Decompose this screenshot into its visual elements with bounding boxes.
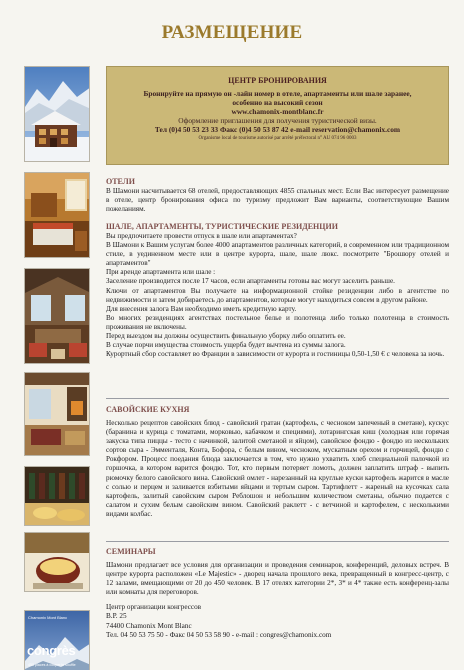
divider — [106, 541, 449, 542]
seminars-section — [106, 547, 449, 640]
cuisine-section — [106, 405, 449, 519]
chalets-p3: При аренде апартамента или шале : — [106, 268, 216, 277]
living-room-photo — [24, 372, 90, 456]
seminars-bp: B.P. 25 — [106, 612, 127, 621]
seminars-city: 74400 Chamonix Mont Blanc — [106, 621, 192, 630]
chalets-p4: Заселение производится после 17 часов, если апартаменты готовы вас могут заселить раньше. — [106, 277, 395, 286]
congres-word: congrès — [27, 643, 76, 658]
seminars-heading: СЕМИНАРЫ — [106, 547, 156, 556]
booking-center-box — [106, 66, 449, 165]
hotel-room-photo — [24, 172, 90, 258]
chalets-p10: Курортный сбор составляет во Франции в зависимости от курорта и гостиницы 0,50-1,50 € с человека за ночь. — [106, 350, 445, 359]
chalets-p9: В случае порчи имущества стоимость ущерба будет вычтена из суммы залога. — [106, 341, 346, 350]
cuisine-text: Несколько рецептов савойских блюд - савойский гратан (картофель, с чесноком запеченый в сметане), кускус (баранина и курица с томатами, морковью, кабачком и специями), лотарингская киш (холодная или горячая закуска типа пиццы - тесто с начинкой, залитой сметаной и яйцом), савойское фондю - фондю из нескольких сортов сыра - Эмменталя, Конта, Бофора, с белым вином, чесноком, мускатным орехом и горчицей, фондю с Рокфором. Процесс поедания блюда заключается в том, что нужно ухватить хлеб специальной палочкой из горшочка, в котором варится фондю. Тот, кто первым потеряет ломоть, должен заплатить штраф - выпить рюмочку белого савойского вина. Савойский омлет - нарезанный на круглые куски картофель жарится в масле с солью и перцем и заливается взбитыми яйцами и тертым сыром. Тартифлетт - жареный на кусочках сала картофель, залитый савойским сыром Реблошон и небольшим количеством сметаны, обычно подается с салатом и сухим белым савойским вином. Савойский раклетт - с ветчиной и картофелем, с несколькими видами колбас. — [106, 419, 449, 518]
page-title: РАЗМЕЩЕНИЕ — [161, 22, 303, 43]
cuisine-heading: САВОЙСКИЕ КУХНЯ — [106, 405, 190, 414]
chalets-p6: Для внесения залога Вам необходимо иметь кредитную карту. — [106, 304, 297, 313]
congres-brand: Chamonix Mont Blanc — [28, 615, 68, 620]
divider — [106, 398, 449, 399]
hotels-section — [106, 177, 449, 214]
congres-tagline: 450 places à couper le souffle — [28, 663, 76, 667]
chalets-p5: Ключи от апартаментов Вы получаете на информационной стойке резиденции либо в агентстве по недвижимости и затем добираетесь до апартаментов, которые могут находиться совсем в другом районе. — [106, 286, 449, 304]
seminars-org: Центр организации конгрессов — [106, 603, 202, 612]
booking-line-1: Бронируйте на прямую он -лайн номер в отеле, апартаменты или шале заранее, — [143, 89, 412, 98]
seminars-contacts: Тел. 04 50 53 75 50 - Факс 04 50 53 58 90 - e-mail : congres@chamonix.com — [106, 630, 332, 639]
booking-line-2: особенно на высокий сезон — [232, 98, 323, 107]
booking-visa-note: Оформление приглашения для получения туристической визы. — [178, 116, 377, 125]
chalet-mountain-photo — [24, 66, 90, 162]
chalets-p8: Перед выездом вы должны осуществить финальную уборку либо оплатить ее. — [106, 332, 346, 341]
fondue-photo — [24, 532, 90, 592]
chalets-p2: В Шамони к Вашим услугам более 4000 апартаментов различных категорий, в современном или традиционном стиле, в уединенном месте или в центре курорта, шале, шале люкс. посмотрите "Брошюру отелей и апартаментов" — [106, 241, 449, 268]
chalet-interior-photo — [24, 268, 90, 364]
booking-license: Organisme local de tourisme autorisé par arrêté préfectoral n° AU 074 96 0003 — [198, 136, 357, 141]
seminars-text: Шамони предлагает все условия для организации и проведения семинаров, конференций, деловых встреч. В центре курорта расположен «Le Majestic» - дворец начала прошлого века, превращенный в конгресс-центр, с 12 залами, вмещающими от 20 до 450 человек. В 17 отелях категории 2*, 3* и 4* также есть конференц-залы или комнаты для переговоров. — [106, 561, 449, 597]
hotels-text: В Шамони насчитывается 68 отелей, предоставляющих 4855 спальных мест. Если Вас интересует размещение в отеле, центр бронирования офиса по туризму предложит Вам варианты, соответствующие Вашим пожеланиям. — [106, 187, 449, 214]
chalets-p7: Во многих резиденциях агентствах постельное белье и полотенца либо только полотенца в стоимость проживания не включены. — [106, 313, 449, 331]
booking-website[interactable]: www.chamonix-montblanc.fr — [231, 107, 324, 116]
hotels-heading: ОТЕЛИ — [106, 177, 135, 186]
booking-contacts: Тел (0)4 50 53 23 33 Факс (0)4 50 53 87 42 e-mail reservation@chamonix.com — [154, 125, 401, 134]
congres-card — [24, 610, 90, 670]
cheese-wine-photo — [24, 466, 90, 526]
chalets-section — [106, 222, 449, 359]
booking-heading: ЦЕНТР БРОНИРОВАНИЯ — [228, 76, 327, 85]
chalets-heading: ШАЛЕ, АПАРТАМЕНТЫ, ТУРИСТИЧЕСКИЕ РЕЗИДЕНЦИИ — [106, 222, 338, 231]
chalets-p1: Вы предпочитаете провести отпуск в шале или апартаментах? — [106, 232, 297, 240]
